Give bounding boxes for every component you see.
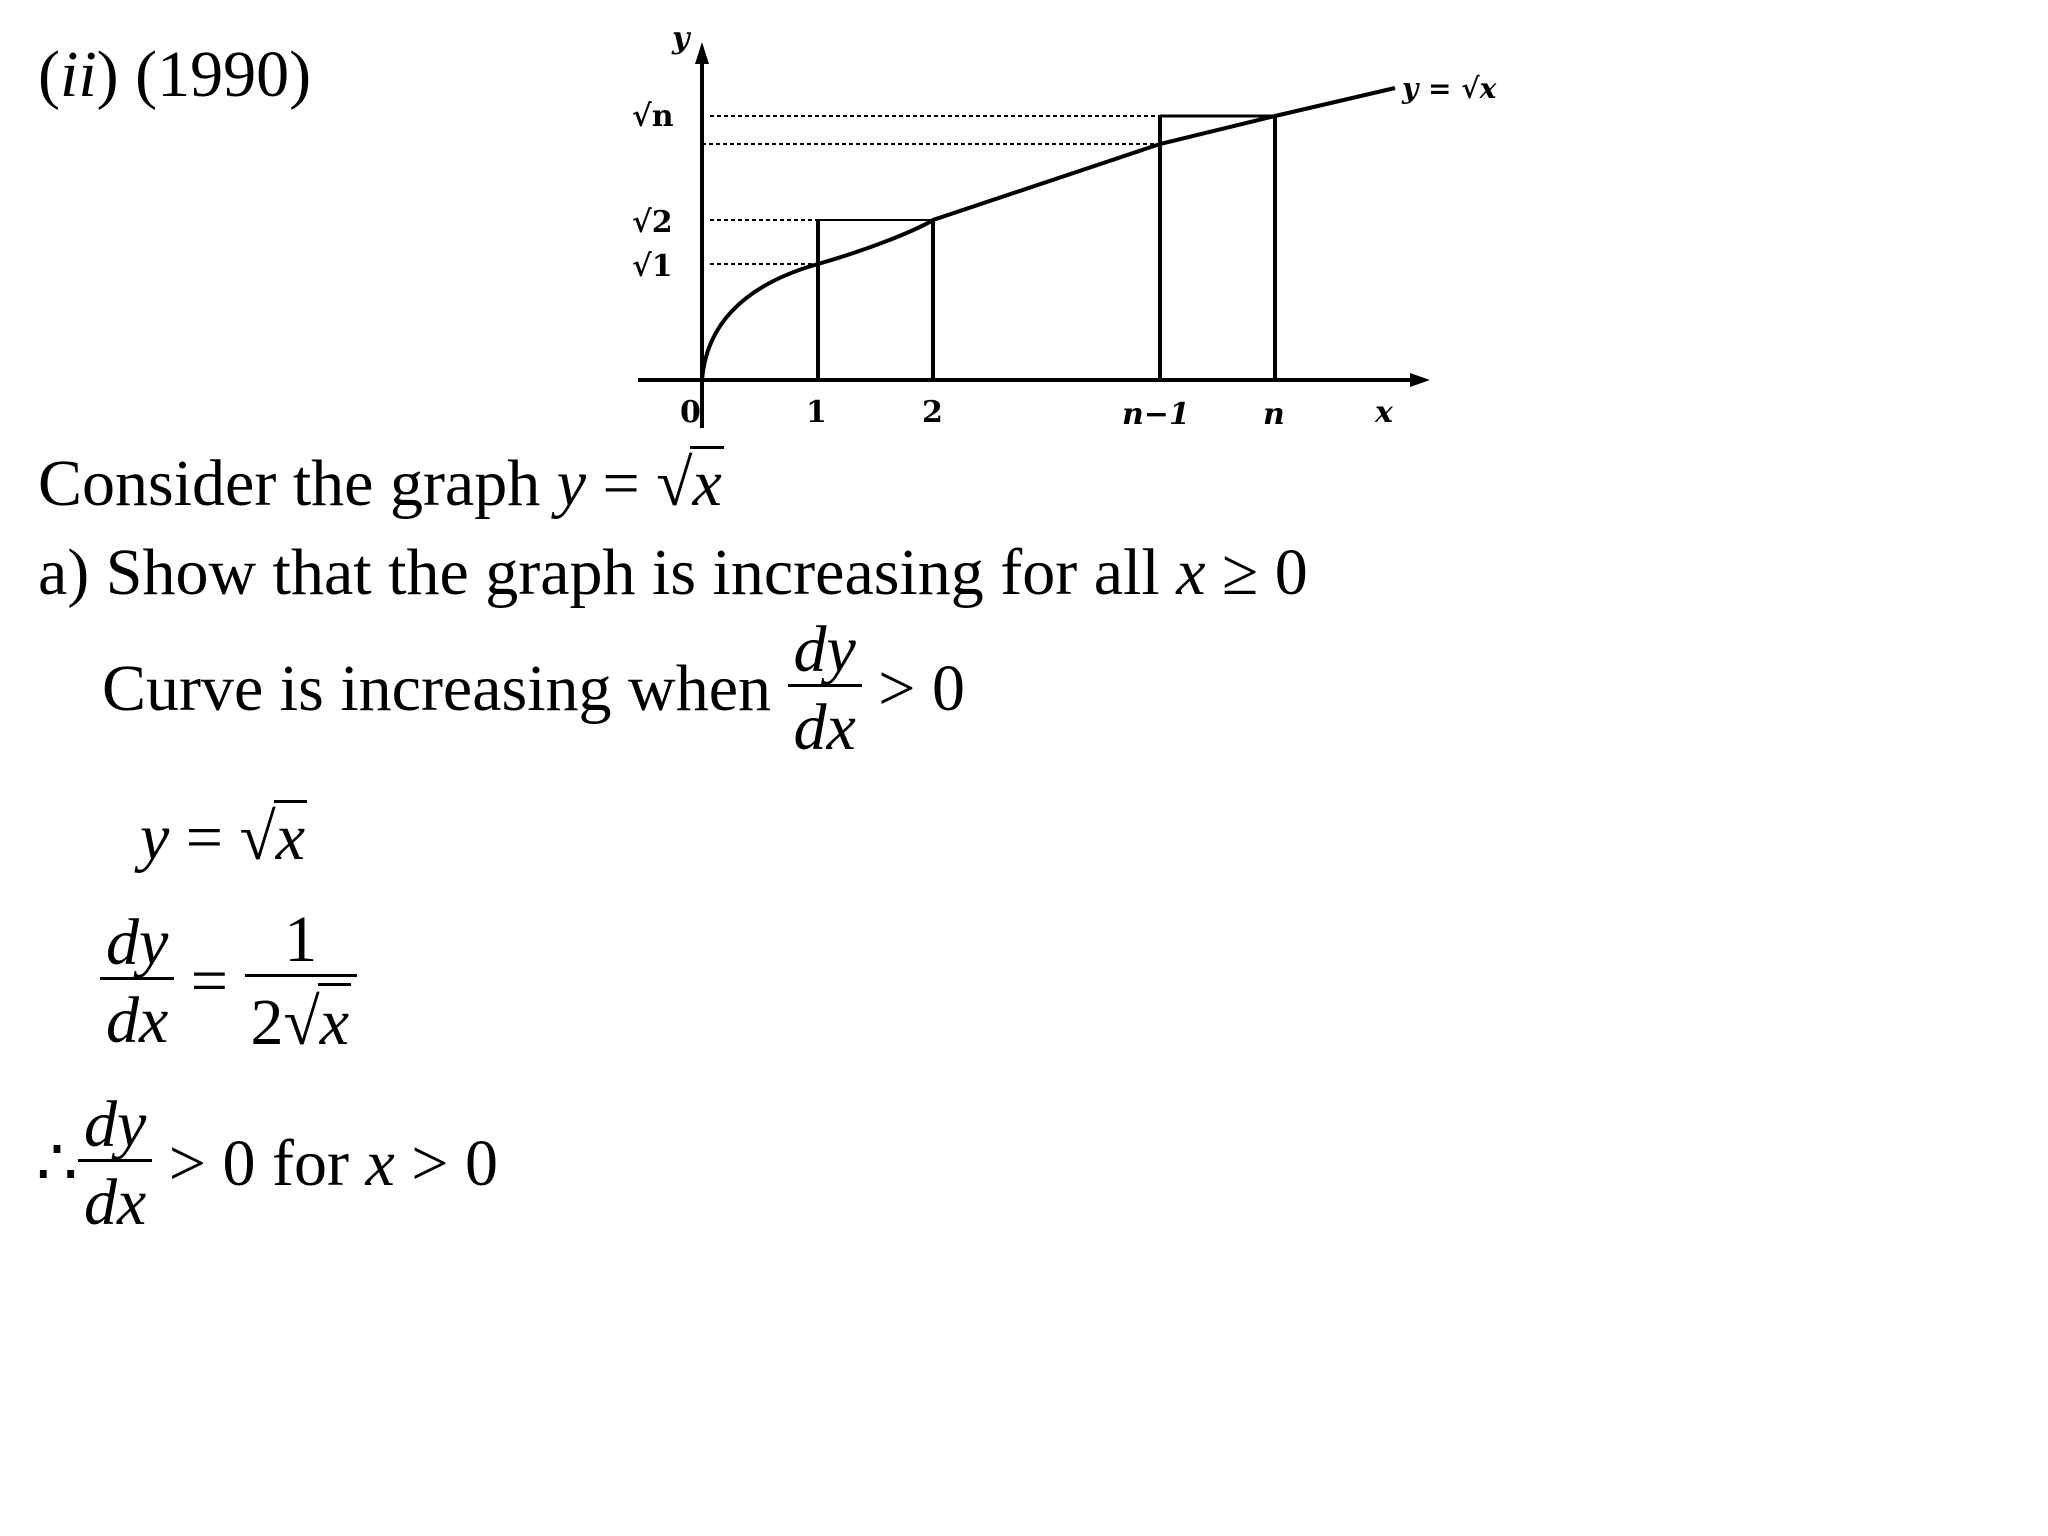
eq2-rden xyxy=(245,977,358,1060)
conclusion-x: x xyxy=(365,1126,395,1200)
condition-fraction xyxy=(788,615,862,763)
origin-label: 0 xyxy=(680,395,701,430)
eq1-sqrt: √x xyxy=(239,801,306,874)
condition-line xyxy=(102,615,965,763)
x-tick-2: 2 xyxy=(922,395,943,430)
condition-text: Curve is increasing when xyxy=(102,651,788,725)
x-tick-1: 1 xyxy=(806,395,827,430)
eq2-rden-coef: 2 xyxy=(250,986,284,1060)
statement-y: y xyxy=(556,447,587,520)
statement-text: Consider the graph xyxy=(38,447,557,520)
y-axis-label: y xyxy=(672,21,690,56)
x-axis-arrow xyxy=(1410,373,1430,387)
condition-rel: > 0 xyxy=(861,651,966,725)
problem-label xyxy=(38,38,312,111)
sqrt-graph-figure xyxy=(630,18,1530,438)
x-axis-label: x xyxy=(1375,395,1393,430)
year-label: ) (1990) xyxy=(96,38,312,111)
eq2-den: dx xyxy=(106,983,169,1057)
eq2-rden-sqrt: √x xyxy=(284,983,352,1057)
conclusion-end: > 0 xyxy=(394,1126,499,1200)
x-tick-n: n xyxy=(1263,397,1285,432)
eq2-num: dy xyxy=(100,908,174,980)
y-tick-sqrt-2: √2 xyxy=(632,205,673,240)
y-tick-sqrt-n: √n xyxy=(632,99,674,134)
part-a-text: Show that the graph is increasing for all xyxy=(105,536,1177,609)
eq2-lhs-fraction xyxy=(100,905,174,1057)
equation-1 xyxy=(140,800,307,874)
y-axis-arrow xyxy=(695,42,709,64)
paren-open: ( xyxy=(38,38,60,111)
part-a-x: x xyxy=(1176,536,1206,609)
part-roman: ii xyxy=(59,38,97,111)
conclusion-rel: > 0 for xyxy=(152,1126,366,1200)
conclusion-line xyxy=(36,1090,498,1238)
conclusion-num: dy xyxy=(78,1090,152,1162)
eq2-rden-x: x xyxy=(318,983,351,1057)
statement-x: x xyxy=(692,447,722,520)
eq1-x: x xyxy=(275,801,306,874)
statement-line xyxy=(38,446,724,520)
statement-sqrt: √x xyxy=(656,447,722,520)
conclusion-fraction xyxy=(78,1090,152,1238)
sqrt-curve xyxy=(702,88,1395,380)
part-a-label: a) xyxy=(38,536,90,609)
statement-eq: = xyxy=(586,447,657,520)
part-a-rel: ≥ 0 xyxy=(1205,536,1308,609)
eq2-eq: = xyxy=(190,944,229,1018)
part-a-line xyxy=(38,536,1308,609)
equation-2 xyxy=(100,905,357,1058)
condition-num: dy xyxy=(788,615,862,687)
eq1-eq: = xyxy=(169,801,240,874)
conclusion-den: dx xyxy=(84,1166,147,1240)
therefore-symbol: ∴ xyxy=(36,1126,78,1200)
eq1-y: y xyxy=(140,801,170,874)
x-tick-n-1: n−1 xyxy=(1122,397,1190,432)
y-tick-sqrt-1: √1 xyxy=(632,249,673,284)
eq2-rnum: 1 xyxy=(245,905,358,977)
curve-label: y = √x xyxy=(1402,72,1497,105)
eq2-rhs-fraction xyxy=(245,905,358,1058)
condition-den: dx xyxy=(793,691,856,765)
